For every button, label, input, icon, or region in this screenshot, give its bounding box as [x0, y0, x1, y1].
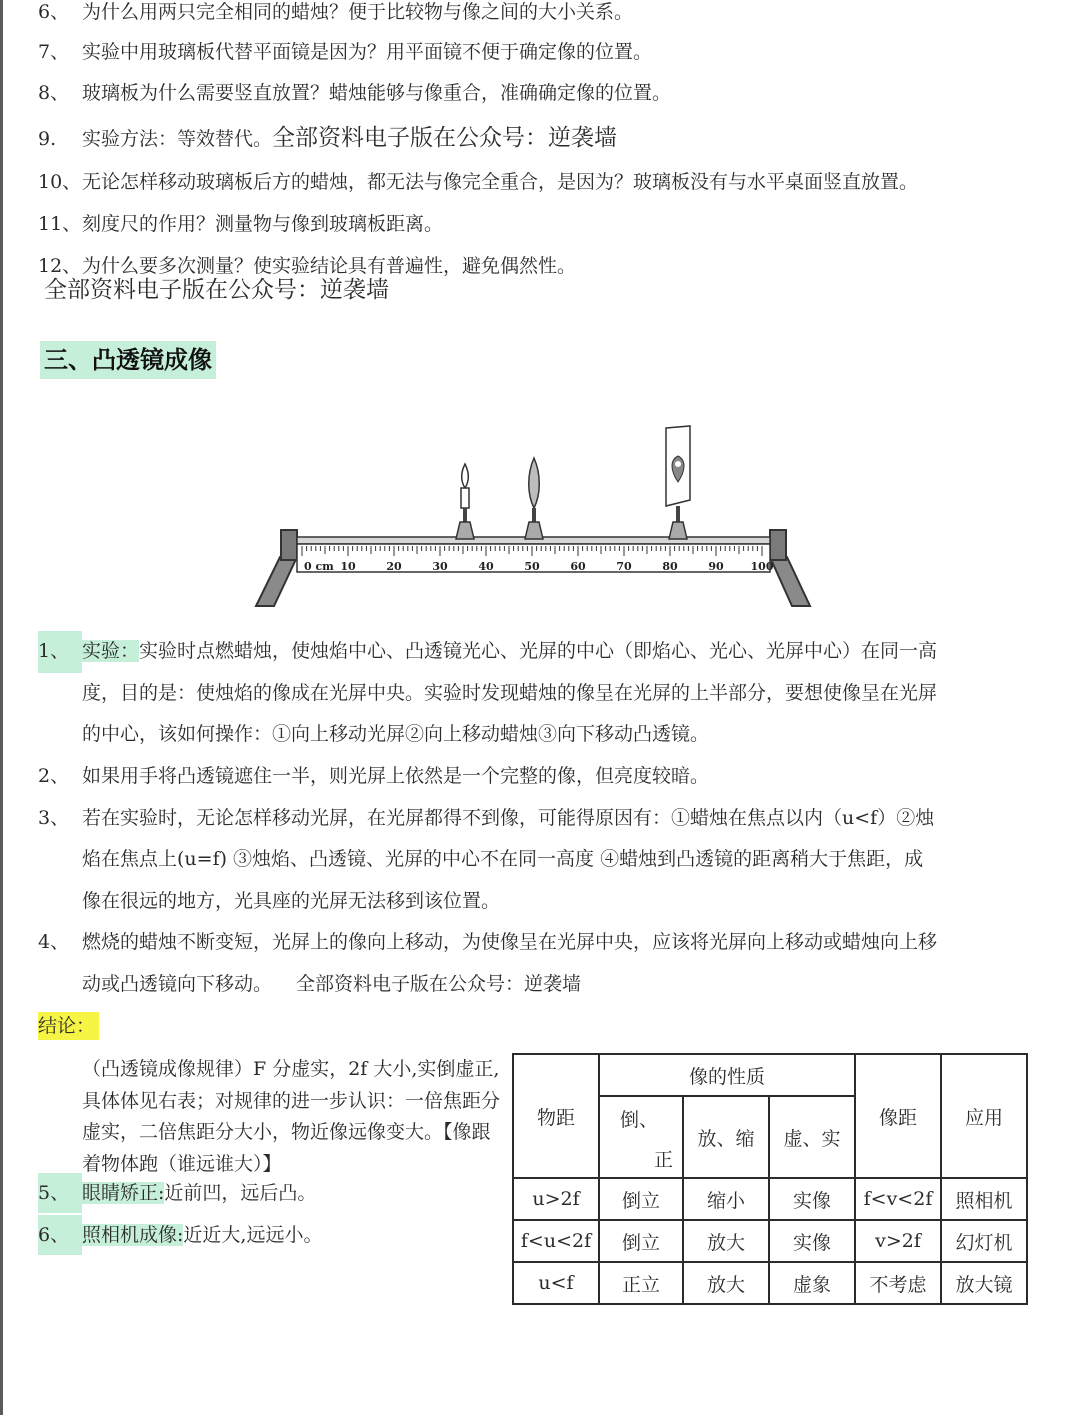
header-inverted: 倒、 — [620, 1109, 659, 1131]
conclusion-label: 结论： — [38, 1012, 99, 1040]
item-number: 12、 — [38, 255, 82, 277]
paragraph-3 — [38, 798, 934, 840]
item-text: 实验中用玻璃板代替平面镜是因为？用平面镜不便于确定像的位置。 — [82, 41, 653, 63]
paragraph-text: 实验时点燃蜡烛，使烛焰中心、凸透镜光心、光屏的中心（即焰心、光心、光屏中心）在同一高 — [139, 640, 938, 662]
item-number: 5、 — [38, 1173, 82, 1213]
paragraph-3-cont: 焰在焦点上(u=f) ③烛焰、凸透镜、光屏的中心不在同一高度 ④蜡烛到凸透镜的距离稍大于焦距，成 — [82, 848, 924, 870]
paragraph-4 — [38, 922, 937, 964]
table-cell: 不考虑 — [855, 1262, 941, 1304]
convex-lens — [525, 458, 543, 539]
table-cell: u>2f — [513, 1178, 599, 1220]
item-text: 近前凹，远后凸。 — [164, 1182, 317, 1204]
table-cell: 倒立 — [599, 1220, 683, 1262]
ruler-tick-label: 10 — [340, 560, 356, 573]
table-cell: 虚象 — [769, 1262, 855, 1304]
table-cell: 放大 — [683, 1262, 769, 1304]
header-real-virtual: 虚、实 — [769, 1096, 855, 1178]
ruler-tick-label: 50 — [524, 560, 540, 573]
table-cell: 正立 — [599, 1262, 683, 1304]
optical-bench-diagram — [250, 420, 820, 615]
paragraph-text: 如果用手将凸透镜遮住一半，则光屏上依然是一个完整的像，但亮度较暗。 — [82, 765, 710, 787]
ruler-tick-label: 60 — [570, 560, 586, 573]
list-item — [38, 170, 918, 194]
item-text: 玻璃板为什么需要竖直放置？蜡烛能够与像重合，准确确定像的位置。 — [82, 82, 672, 104]
header-image-nature: 像的性质 — [599, 1054, 855, 1096]
list-item — [38, 0, 633, 24]
item-label: 照相机成像: — [82, 1224, 184, 1246]
page-edge — [0, 0, 3, 1415]
item-text: 实验方法：等效替代。 — [82, 128, 273, 150]
item-number: 2、 — [38, 765, 70, 787]
candle — [456, 464, 474, 539]
table-cell: 幻灯机 — [941, 1220, 1027, 1262]
item-number: 10、 — [38, 171, 82, 193]
header-orientation — [599, 1096, 683, 1178]
source-note: 全部资料电子版在公众号：逆袭墙 — [44, 277, 389, 303]
ruler-tick-label: 80 — [662, 560, 678, 573]
list-item — [38, 212, 443, 236]
imaging-rules-table — [512, 1053, 1028, 1305]
table-cell: 实像 — [769, 1220, 855, 1262]
paragraph-2 — [38, 756, 709, 798]
item-number: 3、 — [38, 807, 70, 829]
item-number: 7、 — [38, 41, 70, 63]
bench-left-end — [281, 530, 297, 560]
bench-right-leg — [770, 557, 810, 606]
table-cell: 照相机 — [941, 1178, 1027, 1220]
item-number: 1、 — [38, 631, 82, 673]
imaging-rule-text: （凸透镜成像规律）F 分虚实，2f 大小,实倒虚正,具体体见右表；对规律的进一步认识：一倍焦距分虚实，二倍焦距分大小，物近像远像变大。【像跟着物体跑（谁远谁大）】 — [82, 1058, 501, 1175]
item-number: 8、 — [38, 82, 70, 104]
bench-right-end — [770, 530, 786, 560]
item-number: 4、 — [38, 931, 70, 953]
light-screen — [666, 426, 690, 539]
source-note: 全部资料电子版在公众号：逆袭墙 — [296, 973, 582, 995]
item-number: 11、 — [38, 213, 82, 235]
ruler-tick-label: 30 — [432, 560, 448, 573]
ruler-tick-label: 40 — [478, 560, 494, 573]
item-number: 6、 — [38, 1, 70, 23]
item-text: 为什么要多次测量？使实验结论具有普遍性，避免偶然性。 — [82, 255, 577, 277]
item-text: 为什么用两只完全相同的蜡烛？便于比较物与像之间的大小关系。 — [82, 1, 634, 23]
table-cell: 放大镜 — [941, 1262, 1027, 1304]
section-heading: 三、凸透镜成像 — [40, 341, 216, 379]
ruler-tick-label: 90 — [708, 560, 724, 573]
paragraph-text: 若在实验时，无论怎样移动光屏，在光屏都得不到像，可能得原因有：①蜡烛在焦点以内（u<f）②烛 — [82, 807, 935, 829]
table-cell: v>2f — [855, 1220, 941, 1262]
ruler-tick-label: 70 — [616, 560, 632, 573]
list-item — [38, 81, 671, 105]
item-number: 6、 — [38, 1215, 82, 1255]
paragraph-text: 燃烧的蜡烛不断变短，光屏上的像向上移动，为使像呈在光屏中央，应该将光屏向上移动或蜡烛向上移 — [82, 931, 938, 953]
ruler-tick-label: 0 cm — [304, 560, 334, 573]
table-cell: 倒立 — [599, 1178, 683, 1220]
paragraph-1-cont: 的中心，该如何操作：①向上移动光屏②向上移动蜡烛③向下移动凸透镜。 — [82, 723, 710, 745]
table-cell: u<f — [513, 1262, 599, 1304]
item-label: 眼睛矫正: — [82, 1182, 165, 1204]
item-text: 刻度尺的作用？测量物与像到玻璃板距离。 — [82, 213, 444, 235]
header-scale: 放、缩 — [683, 1096, 769, 1178]
table-row — [513, 1220, 1027, 1262]
item-label: 实验： — [82, 640, 140, 662]
table-cell: 缩小 — [683, 1178, 769, 1220]
table-cell: 实像 — [769, 1178, 855, 1220]
header-image-distance: 像距 — [855, 1054, 941, 1178]
list-item — [38, 254, 576, 278]
paragraph-3-cont: 像在很远的地方，光具座的光屏无法移到该位置。 — [82, 890, 501, 912]
item-eye-correction — [38, 1173, 316, 1213]
header-object-distance: 物距 — [513, 1054, 599, 1178]
table-row — [513, 1262, 1027, 1304]
item-camera-imaging — [38, 1215, 322, 1255]
table-cell: 放大 — [683, 1220, 769, 1262]
item-text: 近近大,远远小。 — [183, 1224, 323, 1246]
table-cell: f<u<2f — [513, 1220, 599, 1262]
paragraph-text: 动或凸透镜向下移动。 — [82, 973, 273, 995]
header-upright: 正 — [654, 1149, 674, 1171]
paragraph-4-cont — [38, 964, 581, 1006]
list-item — [38, 126, 617, 151]
table-row — [513, 1178, 1027, 1220]
source-note: 全部资料电子版在公众号：逆袭墙 — [272, 125, 618, 151]
table-cell: f<v<2f — [855, 1178, 941, 1220]
list-item — [38, 40, 652, 64]
paragraph-1-cont: 度，目的是：使烛焰的像成在光屏中央。实验时发现蜡烛的像呈在光屏的上半部分，要想使像呈在光屏 — [82, 682, 938, 704]
paragraph-1 — [38, 631, 937, 673]
bench-left-leg — [256, 557, 297, 606]
item-text: 无论怎样移动玻璃板后方的蜡烛，都无法与像完全重合，是因为？玻璃板没有与水平桌面竖直放置。 — [82, 171, 919, 193]
header-application: 应用 — [941, 1054, 1027, 1178]
ruler-tick-label: 100 — [750, 560, 774, 573]
ruler-tick-label: 20 — [386, 560, 402, 573]
item-number: 9. — [38, 128, 57, 150]
